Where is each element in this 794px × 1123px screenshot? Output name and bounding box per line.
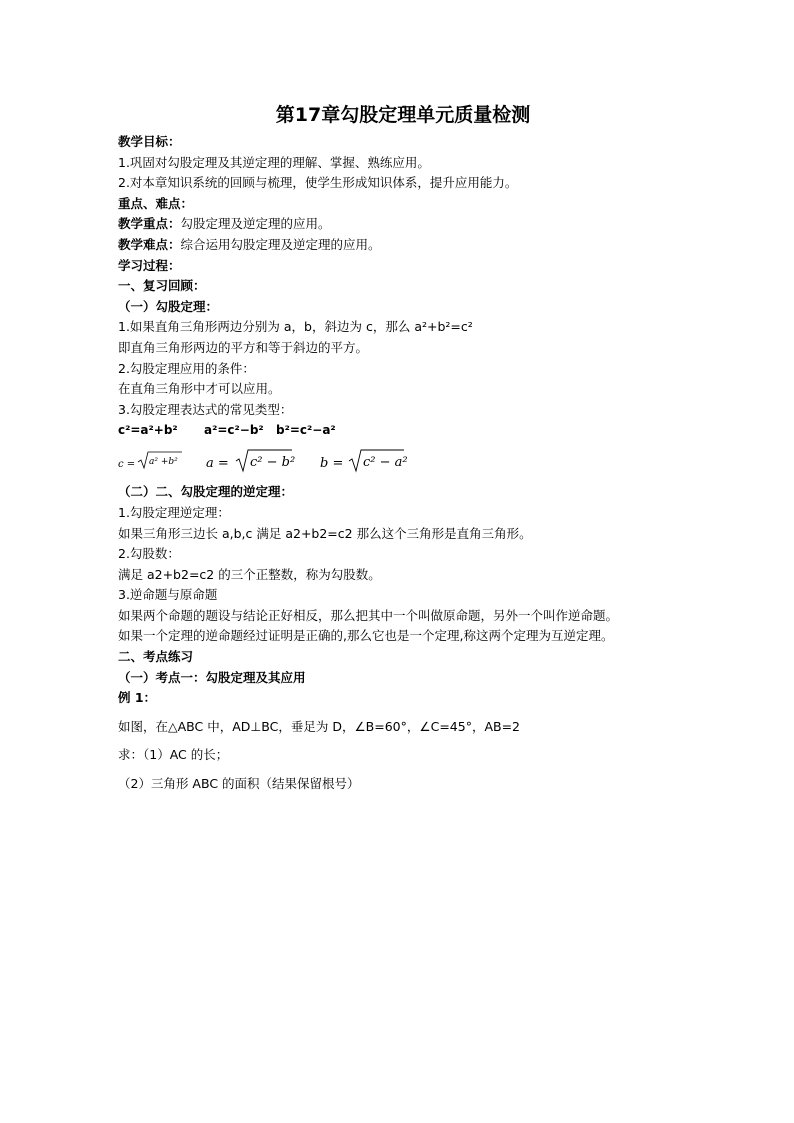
focus-label: 教学重点： xyxy=(118,216,181,232)
difficulty-label: 教学难点： xyxy=(118,236,181,252)
section-2-item-3: 3.逆命题与原命题 xyxy=(118,587,218,603)
page-title: 第17章勾股定理单元质量检测 xyxy=(275,104,531,126)
radical-formulas xyxy=(118,446,518,476)
formula-a-radicand: c² − b² xyxy=(250,455,296,471)
key-points-heading: 重点、难点： xyxy=(118,195,194,211)
section-2-item-1: 1.勾股定理逆定理： xyxy=(118,504,230,520)
section-1-item-3: 3.勾股定理表达式的常见类型： xyxy=(118,401,293,417)
section-1-item-2: 2.勾股定理应用的条件： xyxy=(118,360,255,376)
example-label: 例 1： xyxy=(118,690,157,706)
question-2: （2）三角形 ABC 的面积（结果保留根号） xyxy=(118,776,360,792)
formula-c-lhs: c = xyxy=(118,459,136,471)
section-2-item-2: 2.勾股数： xyxy=(118,546,180,562)
review-heading: 一、复习回顾： xyxy=(118,278,206,294)
formula-c-radicand: a² +b² xyxy=(149,457,178,468)
formula-row-squares xyxy=(118,420,688,440)
section-2-item-3-text-1: 如果两个命题的题设与结论正好相反，那么把其中一个叫做原命题，另外一个叫作逆命题。 xyxy=(118,607,619,623)
formula-c-squared: c²=a²+b² xyxy=(118,423,178,438)
section-1-item-2-text: 在直角三角形中才可以应用。 xyxy=(118,381,281,397)
focus-text: 勾股定理及逆定理的应用。 xyxy=(180,216,331,232)
section-2-item-3-text-2: 如果一个定理的逆命题经过证明是正确的,那么它也是一个定理,称这两个定理为互逆定理。 xyxy=(118,628,614,644)
exam-heading: 二、考点练习 xyxy=(118,649,194,665)
formula-row-roots xyxy=(118,446,688,476)
process-heading: 学习过程： xyxy=(118,257,181,273)
question-1: 求：（1）AC 的长； xyxy=(118,747,229,763)
objectives-heading: 教学目标： xyxy=(118,134,181,149)
objective-2: 2.对本章知识系统的回顾与梳理，使学生形成知识体系，提升应用能力。 xyxy=(118,175,518,191)
example-text: 如图，在△ABC 中，AD⊥BC，垂足为 D，∠B=60°，∠C=45°，AB=2 xyxy=(118,718,520,734)
difficulty-text: 综合运用勾股定理及逆定理的应用。 xyxy=(180,236,381,252)
formula-b-squared: b²=c²−a² xyxy=(276,423,336,438)
difficulty-line xyxy=(118,235,688,256)
exam-subheading-1: （一）考点一：勾股定理及其应用 xyxy=(118,669,306,685)
formula-a-squared: a²=c²−b² xyxy=(204,423,264,438)
formula-a-lhs: a = xyxy=(206,456,229,472)
section-1-item-1-explain: 即直角三角形两边的平方和等于斜边的平方。 xyxy=(118,339,369,355)
section-1-heading: （一）勾股定理： xyxy=(118,298,219,314)
section-2-item-1-text: 如果三角形三边长 a,b,c 满足 a2+b2=c2 那么这个三角形是直角三角形。 xyxy=(118,525,532,541)
document-page xyxy=(118,100,688,795)
formula-b-lhs: b = xyxy=(320,456,344,472)
formula-b-radicand: c² − a² xyxy=(363,455,408,471)
section-2-heading: （二）二、勾股定理的逆定理： xyxy=(118,484,294,500)
focus-line xyxy=(118,214,688,235)
objective-1: 1.巩固对勾股定理及其逆定理的理解、掌握、熟练应用。 xyxy=(118,154,430,170)
section-2-item-2-text: 满足 a2+b2=c2 的三个正整数，称为勾股数。 xyxy=(118,566,381,582)
section-1-item-1: 1.如果直角三角形两边分别为 a，b，斜边为 c，那么 a²+b²=c² xyxy=(118,319,473,335)
